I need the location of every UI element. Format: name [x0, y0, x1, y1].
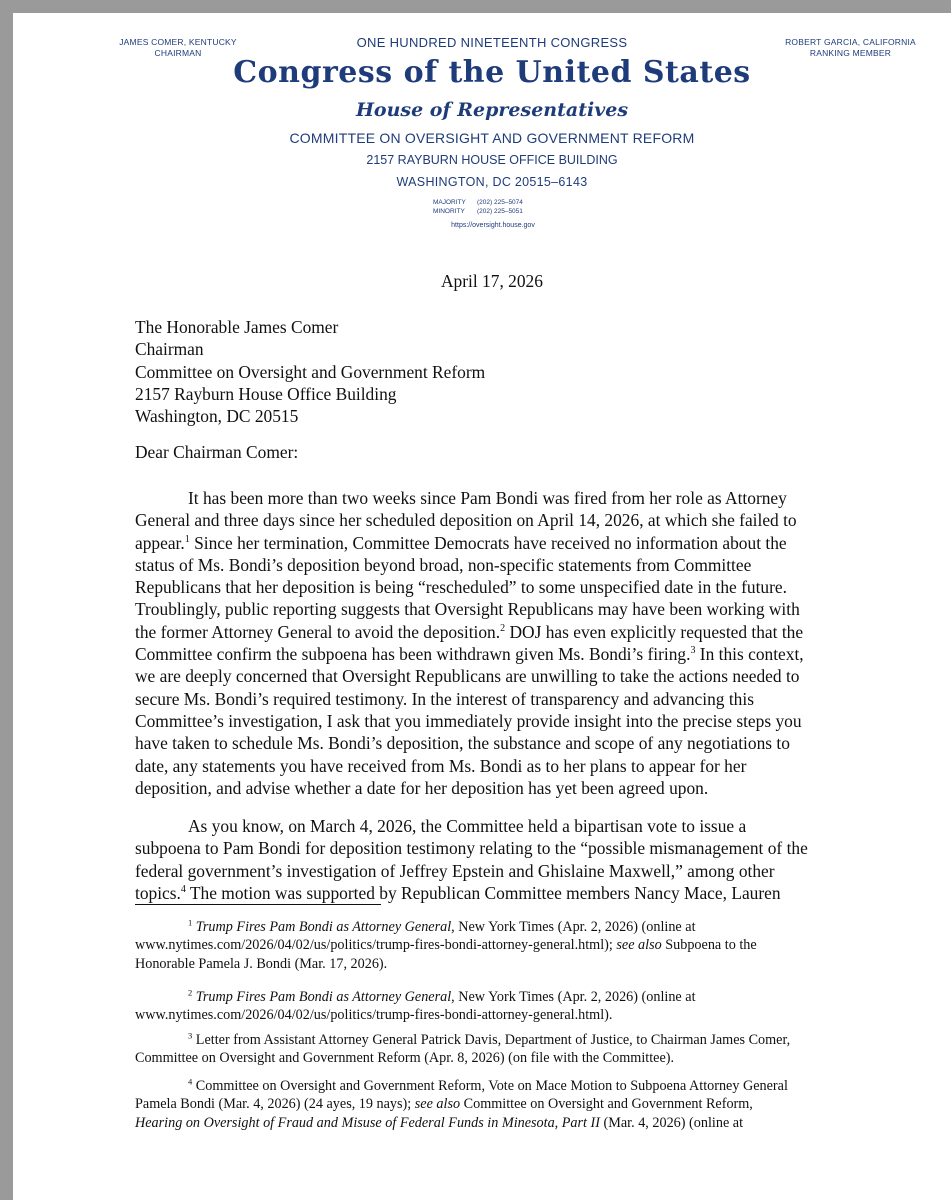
- signal-text: see also: [616, 937, 662, 954]
- text-line: Troublingly, public reporting suggests that Oversight Republicans may have been working with: [135, 599, 800, 620]
- footnote-line: Committee on Oversight and Government Reform (Apr. 8, 2026) (on file with the Committee).: [135, 1050, 675, 1067]
- footnote-line: [135, 936, 895, 954]
- address-line: Washington, DC 20515: [135, 406, 299, 427]
- text-line: [135, 643, 885, 665]
- footnote-4: [135, 1077, 895, 1132]
- footnote-ref-3[interactable]: 3: [690, 645, 696, 657]
- footnote-ref-1[interactable]: 1: [184, 533, 190, 545]
- text-line: status of Ms. Bondi’s deposition beyond broad, non-specific statements from Committee: [135, 554, 752, 575]
- footnote-number: 4: [188, 1076, 193, 1087]
- phone-numbers: [433, 198, 593, 216]
- recipient-address: [135, 316, 485, 427]
- footnote-3: [135, 1031, 895, 1068]
- text-span: Since her termination, Committee Democrats have received no information about the: [189, 532, 787, 553]
- text-line: [135, 532, 885, 554]
- text-span: , New York Times (Apr. 2, 2026) (online at: [451, 919, 696, 935]
- text-span: topics.: [135, 882, 181, 903]
- footnote-ref-4[interactable]: 4: [180, 884, 186, 896]
- text-line: Committee’s investigation, I ask that you immediately provide insight into the precise steps you: [135, 710, 802, 731]
- text-line: General and three days since her scheduled deposition on April 14, 2026, at which she failed to: [135, 510, 797, 531]
- footnote-1: [135, 918, 895, 973]
- footnote-ref-2[interactable]: 2: [500, 622, 506, 634]
- text-span: Committee on Oversight and Government Reform, Vote on Mace Motion to Subpoena Attorney General: [192, 1078, 788, 1094]
- text-line: subpoena to Pam Bondi for deposition testimony relating to the “possible mismanagement of the: [135, 838, 808, 859]
- text-span: Committee on Oversight and Government Reform,: [460, 1096, 753, 1113]
- text-span: Pamela Bondi (Mar. 4, 2026) (24 ayes, 19 nays);: [135, 1096, 415, 1113]
- ranking-member-name: ROBERT GARCIA, CALIFORNIA: [785, 37, 916, 47]
- text-line: federal government’s investigation of Jeffrey Epstein and Ghislaine Maxwell,” among other: [135, 860, 775, 881]
- footnote-url[interactable]: www.nytimes.com/2026/04/02/us/politics/trump-fires-bondi-attorney-general.html);: [135, 937, 617, 954]
- footnote-url[interactable]: www.nytimes.com/2026/04/02/us/politics/trump-fires-bondi-attorney-general.html).: [135, 1007, 613, 1024]
- text-span: appear.: [135, 532, 185, 553]
- address-line: Chairman: [135, 339, 204, 360]
- text-span: the former Attorney General to avoid the deposition.: [135, 621, 501, 642]
- footnote-line: [135, 1114, 895, 1132]
- congress-number: ONE HUNDRED NINETEENTH CONGRESS: [356, 35, 628, 50]
- text-span: (Mar. 4, 2026) (online at: [600, 1114, 744, 1131]
- ranking-member-block: [763, 37, 938, 59]
- text-line: Republicans that her deposition is being “rescheduled” to some unspecified date in the future.: [135, 577, 787, 598]
- signal-text: see also: [414, 1096, 461, 1113]
- footnote-line: [135, 918, 895, 936]
- text-span: In this context,: [695, 644, 804, 665]
- minority-label: MINORITY: [433, 208, 465, 215]
- text-span: DOJ has even explicitly requested that the: [505, 621, 804, 642]
- source-title: Hearing on Oversight of Fraud and Misuse of Federal Funds in Minesota, Part II: [135, 1114, 600, 1131]
- text-line: [135, 882, 885, 904]
- address-line: The Honorable James Comer: [135, 317, 339, 337]
- footnote-line: [135, 1077, 895, 1095]
- address-line: Committee on Oversight and Government Reform: [135, 361, 486, 382]
- footnote-divider: [135, 904, 381, 905]
- footnote-number: 2: [188, 987, 193, 998]
- text-span: Subpoena to the: [661, 937, 757, 954]
- ranking-member-title: RANKING MEMBER: [809, 48, 892, 58]
- footnote-line: [135, 988, 895, 1006]
- text-line: date, any statements you have received from Ms. Bondi as to her plans to appear for her: [135, 755, 747, 776]
- source-title: Trump Fires Pam Bondi as Attorney General: [195, 989, 452, 1005]
- minority-phone: (202) 225–5051: [477, 208, 523, 215]
- paragraph-2: [135, 815, 885, 904]
- letter-page: [13, 13, 951, 1200]
- text-span: The motion was supported by Republican Committee members Nancy Mace, Lauren: [185, 882, 781, 903]
- footnote-number: 3: [188, 1030, 193, 1041]
- majority-phone: (202) 225–5074: [477, 199, 523, 206]
- website-link[interactable]: https://oversight.house.gov: [451, 222, 535, 229]
- source-title: Trump Fires Pam Bondi as Attorney General: [195, 919, 452, 935]
- congress-title: Congress of the United States: [233, 55, 751, 90]
- office-building: 2157 RAYBURN HOUSE OFFICE BUILDING: [366, 153, 618, 167]
- text-line: we are deeply concerned that Oversight Republicans are unwilling to take the actions needed to: [135, 666, 800, 687]
- text-line: [135, 621, 885, 643]
- text-line: deposition, and advise whether a date for her deposition has yet been agreed upon.: [135, 777, 709, 798]
- footnote-line: [135, 1031, 895, 1049]
- committee-name: COMMITTEE ON OVERSIGHT AND GOVERNMENT REFORM: [289, 130, 695, 146]
- house-title: House of Representatives: [355, 99, 629, 121]
- footnote-number: 1: [188, 917, 193, 928]
- salutation: Dear Chairman Comer:: [135, 442, 299, 462]
- text-line: It has been more than two weeks since Pam Bondi was fired from her role as Attorney: [188, 488, 787, 508]
- chairman-title: CHAIRMAN: [154, 48, 202, 58]
- letter-date: April 17, 2026: [441, 271, 543, 291]
- footnote-line: Honorable Pamela J. Bondi (Mar. 17, 2026).: [135, 955, 388, 972]
- footnote-line: [135, 1095, 895, 1113]
- majority-label: MAJORITY: [433, 199, 466, 206]
- office-city: WASHINGTON, DC 20515–6143: [396, 175, 588, 189]
- chairman-name: JAMES COMER, KENTUCKY: [119, 37, 237, 47]
- address-line: 2157 Rayburn House Office Building: [135, 383, 397, 404]
- text-line: secure Ms. Bondi’s required testimony. In the interest of transparency and advancing this: [135, 688, 754, 709]
- text-line: have taken to schedule Ms. Bondi’s deposition, the substance and scope of any negotiations to: [135, 733, 790, 754]
- text-line: As you know, on March 4, 2026, the Committee held a bipartisan vote to issue a: [188, 816, 747, 836]
- text-span: Letter from Assistant Attorney General Patrick Davis, Department of Justice, to Chairman James Comer,: [192, 1032, 791, 1048]
- paragraph-1: [135, 487, 885, 799]
- text-span: , New York Times (Apr. 2, 2026) (online at: [451, 989, 696, 1005]
- footnote-2: [135, 988, 895, 1025]
- text-span: Committee confirm the subpoena has been withdrawn given Ms. Bondi’s firing.: [135, 644, 691, 665]
